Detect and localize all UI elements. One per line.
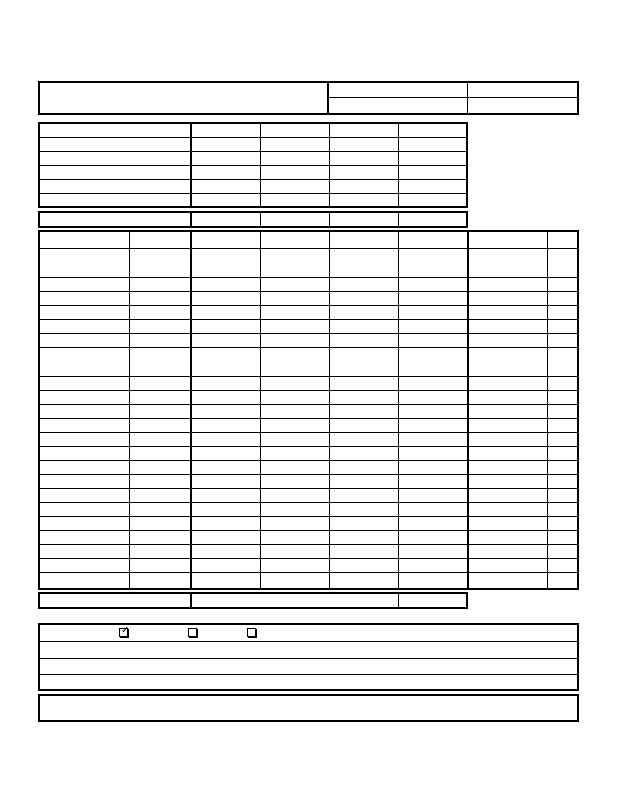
footer-box: [38, 694, 579, 722]
header-col-line: [467, 83, 468, 113]
detail-row-line: [40, 432, 577, 433]
header-box: [38, 81, 579, 115]
detail-row-line: [40, 305, 577, 306]
total-col-divider: [190, 213, 192, 226]
detail-row-line: [40, 572, 577, 573]
notes-line: [40, 658, 577, 659]
detail-row-line: [40, 516, 577, 517]
detail-row-line: [40, 446, 577, 447]
header-row-line: [329, 97, 577, 98]
detail-row-line: [40, 376, 577, 377]
form-title: [44, 87, 324, 111]
detail-row-line: [40, 544, 577, 545]
notes-line: [40, 641, 577, 642]
detail-row-line: [40, 488, 577, 489]
header-field-3[interactable]: [332, 100, 462, 111]
header-divider: [327, 83, 329, 113]
detail-col-line: [398, 232, 399, 588]
detail-col-divider: [467, 232, 469, 588]
header-field-4[interactable]: [471, 100, 575, 111]
detail-col-line: [260, 232, 261, 588]
detail-table: [38, 230, 579, 590]
detail-col-line: [547, 232, 548, 588]
notes-field-2[interactable]: [44, 661, 572, 673]
detail-row-line: [40, 530, 577, 531]
grand-total-row: [38, 592, 468, 609]
footer-text[interactable]: [44, 703, 572, 715]
detail-row-line: [40, 460, 577, 461]
notes-line: [40, 674, 577, 675]
detail-row-line: [40, 277, 577, 278]
total-col-line: [329, 213, 330, 226]
grand-total-line: [398, 594, 399, 607]
total-col-line: [260, 213, 261, 226]
detail-row-line: [40, 347, 577, 348]
detail-col-line: [129, 232, 130, 588]
summary-table: [38, 122, 468, 208]
notes-field-3[interactable]: [44, 677, 572, 689]
summary-row-line: [40, 137, 466, 138]
summary-total-row: [38, 211, 468, 228]
detail-row-line: [40, 291, 577, 292]
detail-col-divider: [190, 232, 192, 588]
summary-row-line: [40, 151, 466, 152]
header-field-1[interactable]: [332, 85, 462, 96]
detail-row-line: [40, 404, 577, 405]
detail-row-line: [40, 319, 577, 320]
summary-row-line: [40, 165, 466, 166]
notes-field-1[interactable]: [44, 644, 572, 656]
detail-row-line: [40, 390, 577, 391]
option-checkbox-1[interactable]: [119, 625, 130, 637]
header-field-2[interactable]: [471, 85, 575, 96]
detail-row-line: [40, 333, 577, 334]
check-mark-icon: ✓: [121, 625, 130, 636]
detail-row-line: [40, 248, 577, 249]
grand-total-divider: [190, 594, 192, 607]
option-checkbox-3[interactable]: [247, 628, 256, 637]
summary-row-line: [40, 193, 466, 194]
options-box: [38, 623, 579, 691]
detail-row-line: [40, 558, 577, 559]
detail-row-line: [40, 474, 577, 475]
detail-row-line: [40, 418, 577, 419]
total-col-line: [398, 213, 399, 226]
detail-row-line: [40, 502, 577, 503]
summary-row-line: [40, 179, 466, 180]
detail-col-line: [329, 232, 330, 588]
option-checkbox-2[interactable]: [188, 628, 197, 637]
